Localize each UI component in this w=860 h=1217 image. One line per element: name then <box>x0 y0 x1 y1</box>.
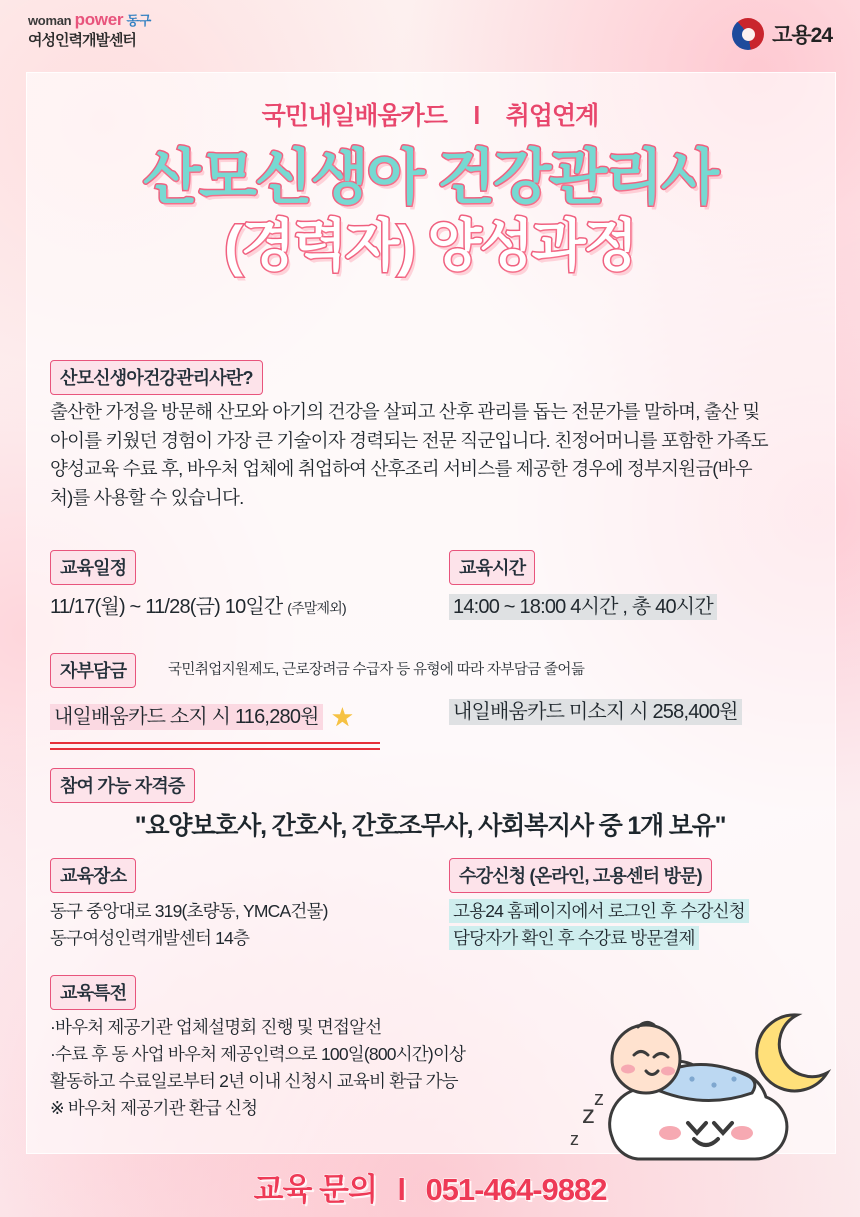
benefits-line3: 활동하고 수료일로부터 2년 이내 신청시 교육비 환급 가능 <box>50 1071 458 1092</box>
schedule-text <box>50 592 346 623</box>
license-text: "요양보호사, 간호사, 간호조무사, 사회복지사 중 1개 보유" <box>134 812 726 840</box>
time-text <box>449 592 717 623</box>
korea-gov-emblem-icon <box>732 18 764 50</box>
logo-center-name: 여성인력개발센터 <box>28 31 136 49</box>
benefits-text <box>50 1014 610 1123</box>
footer-phone[interactable]: 051-464-9882 <box>425 1172 607 1207</box>
page-title-line2: (경력자) 양성과정 <box>224 214 636 277</box>
license-label-chip <box>50 768 195 803</box>
apply-text <box>449 898 749 952</box>
place-label-chip <box>50 858 136 893</box>
fee-label: 자부담금 <box>50 653 136 688</box>
time-label-chip <box>449 550 535 585</box>
benefits-line4: ※ 바우처 제공기관 환급 신청 <box>50 1098 258 1119</box>
apply-label-chip <box>449 858 712 893</box>
benefits-line1: ·바우처 제공기관 업체설명회 진행 및 면접알선 <box>50 1017 382 1037</box>
benefits-label-chip <box>50 975 136 1010</box>
fee-without-card: 내일배움카드 미소지 시 258,400원 <box>449 699 742 725</box>
fee-label-chip <box>50 653 136 688</box>
fee-underline-1 <box>50 742 380 744</box>
fee-with-card-row <box>50 697 380 750</box>
page-title <box>0 146 860 278</box>
schedule-note: (주말제외) <box>287 600 346 616</box>
intro-text: 출산한 가정을 방문해 산모와 아기의 건강을 살피고 산후 관리를 돕는 전문가를 말하며, 출산 및 아이를 키웠던 경험이 가장 큰 기술이자 경력되는 전문 직군입니다. 친정어머니를 포함한 가족도 양성교육 수료 후, 바우처 업체에 취업하여 산후조리 서비스를 제공한 경우에 정부지원금(바우처)를 사용할 수 있습니다. <box>50 401 768 509</box>
title-top-row <box>0 96 860 132</box>
svg-text:z: z <box>570 1129 579 1149</box>
title-top-left: 국민내일배움카드 <box>261 102 447 130</box>
fee-underline-2 <box>50 748 380 750</box>
logo-word-donggu: 동구 <box>126 13 152 28</box>
svg-text:z: z <box>594 1088 604 1110</box>
benefits-line2: ·수료 후 동 사업 바우처 제공인력으로 100일(800시간)이상 <box>50 1044 466 1065</box>
schedule-label: 교육일정 <box>50 550 136 585</box>
fee-with-card: 내일배움카드 소지 시 116,280원 <box>50 704 323 730</box>
intro-label-chip <box>50 360 263 395</box>
fee-without-card-row <box>449 697 742 728</box>
footer-label: 교육 문의 <box>253 1172 377 1207</box>
place-text <box>50 898 328 952</box>
title-top-right: 취업연계 <box>505 102 599 130</box>
apply-line1: 고용24 홈페이지에서 로그인 후 수강신청 <box>449 899 749 923</box>
svg-text:z: z <box>582 1099 595 1129</box>
footer-divider: l <box>397 1172 405 1207</box>
logo-word-power: power <box>74 10 124 29</box>
schedule-dates: 11/17(월) ~ 11/28(금) 10일간 <box>50 596 283 618</box>
benefits-label: 교육특전 <box>50 975 136 1010</box>
logo-word-woman: woman <box>28 13 72 28</box>
poster-header <box>0 0 860 72</box>
time-label: 교육시간 <box>449 550 535 585</box>
page-title-line1: 산모신생아 건강관리사 <box>142 144 718 211</box>
gov24-label: 고용24 <box>772 24 832 47</box>
apply-line2: 담당자가 확인 후 수강료 방문결제 <box>449 926 699 950</box>
woman-power-donggu-logo <box>28 10 151 49</box>
sleeping-baby-illustration <box>542 987 842 1177</box>
place-line1: 동구 중앙대로 319(초량동, YMCA건물) <box>50 901 328 921</box>
fee-note: 국민취업지원제도, 근로장려금 수급자 등 유형에 따라 자부담금 줄어듦 <box>168 662 585 678</box>
license-label: 참여 가능 자격증 <box>50 768 195 803</box>
time-value: 14:00 ~ 18:00 4시간 , 총 40시간 <box>449 594 717 620</box>
title-top-divider: l <box>473 102 480 130</box>
place-line2: 동구여성인력개발센터 14층 <box>50 928 250 949</box>
apply-label: 수강신청 (온라인, 고용센터 방문) <box>449 858 712 893</box>
gov24-logo <box>732 18 832 50</box>
footer-contact <box>0 1164 860 1209</box>
schedule-label-chip <box>50 550 136 585</box>
star-icon: ★ <box>330 702 354 732</box>
intro-label: 산모신생아건강관리사란? <box>50 360 263 395</box>
place-label: 교육장소 <box>50 858 136 893</box>
